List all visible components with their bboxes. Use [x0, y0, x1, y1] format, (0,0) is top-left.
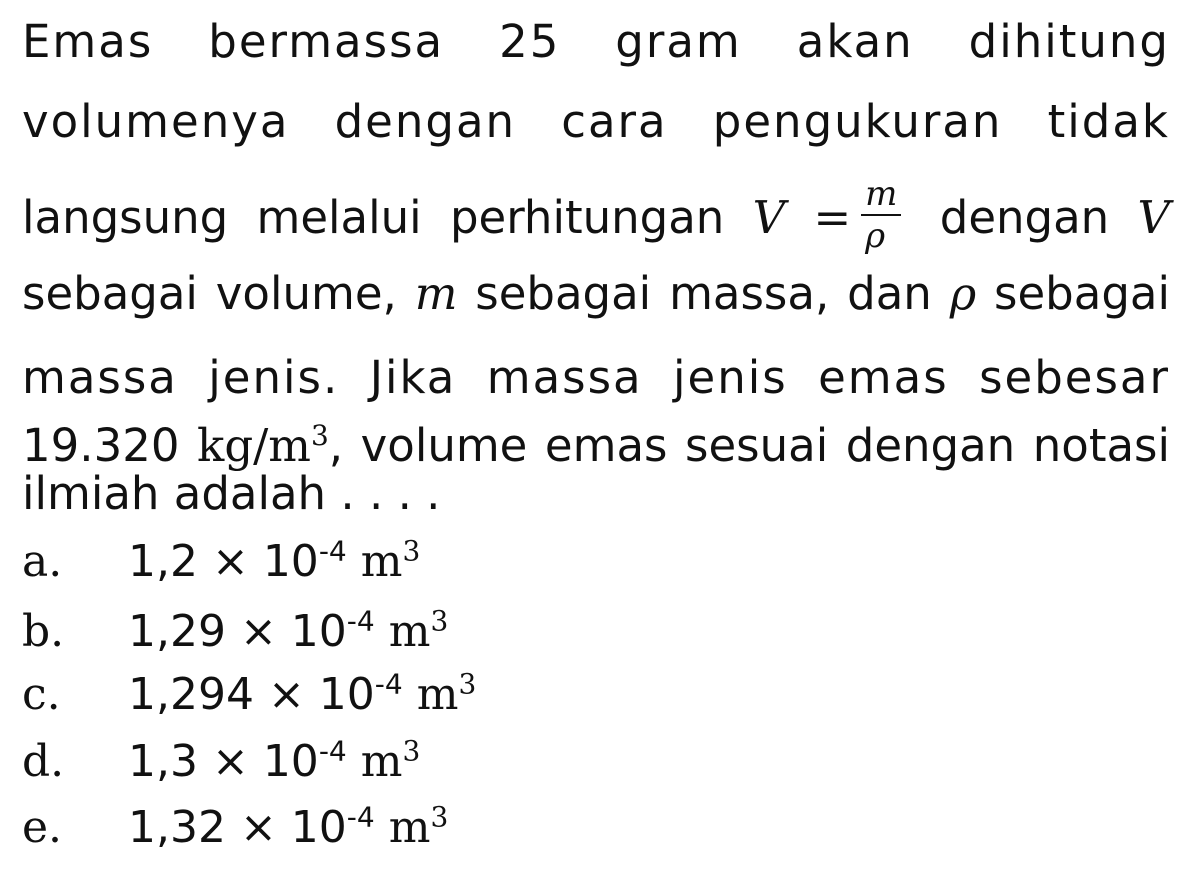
question-line-4: [22, 266, 1170, 322]
question-line-5: massa jenis. Jika massa jenis emas sebesar: [22, 351, 1170, 404]
formula-lhs: V =: [752, 191, 852, 244]
question-line-4-rho: ρ: [949, 267, 977, 320]
option-letter: a.: [22, 536, 63, 587]
question-line-1: Emas bermassa 25 gram akan dihitung: [22, 15, 1170, 68]
option-c[interactable]: c. $1,294 \times 10^{-4}$ $m^3$: [22, 667, 476, 723]
formula-fraction: [861, 174, 901, 256]
question-line-7: ilmiah adalah . . . .: [22, 467, 441, 520]
question-line-3: [22, 174, 1171, 262]
option-b[interactable]: b. $1,29 \times 10^{-4}$ $m^3$: [22, 604, 448, 660]
question-line-4-b: sebagai massa, dan: [475, 267, 932, 320]
question-line-3-suffix: dengan: [939, 191, 1110, 244]
density-value: 19.320 $kg/m^3$: [22, 419, 329, 472]
formula: [752, 174, 912, 256]
question-line-3-prefix: langsung melalui perhitungan: [22, 191, 725, 244]
formula-numerator: m: [861, 174, 901, 216]
option-letter: e.: [22, 802, 63, 853]
option-a[interactable]: a. $1,2 \times 10^{-4}$ $m^3$: [22, 534, 420, 590]
option-e[interactable]: e. $1,32 \times 10^{-4}$ $m^3$: [22, 800, 448, 856]
option-letter: d.: [22, 736, 65, 787]
question-line-4-m: m: [414, 267, 458, 320]
option-letter: c.: [22, 669, 61, 720]
question-line-2: volumenya dengan cara pengukuran tidak: [22, 95, 1170, 148]
question-line-4-c: sebagai: [994, 267, 1170, 320]
option-d[interactable]: d. $1,3 \times 10^{-4}$ $m^3$: [22, 734, 420, 790]
formula-denominator: ρ: [865, 216, 886, 256]
option-letter: b.: [22, 606, 65, 657]
question-line-6-rest: , volume emas sesuai dengan notasi: [328, 419, 1170, 472]
question-line-4-a: sebagai volume,: [22, 267, 397, 320]
question-line-3-variable: V: [1137, 191, 1171, 244]
